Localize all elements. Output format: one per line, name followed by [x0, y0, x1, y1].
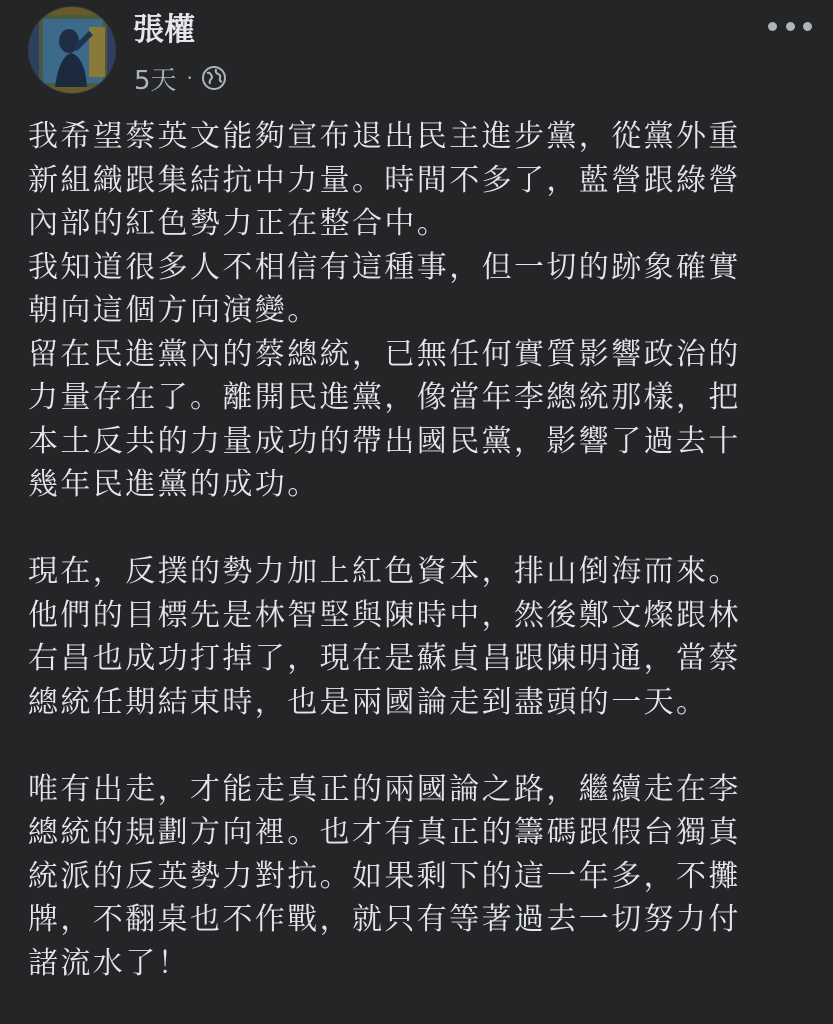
avatar[interactable] [28, 6, 116, 94]
more-options-icon[interactable] [768, 14, 812, 38]
post-body [28, 115, 818, 985]
post-text-line: 右昌也成功打掉了，現在是蘇貞昌跟陳明通，當蔡 [28, 641, 741, 676]
post-text-line: 力量存在了。離開民進黨，像當年李總統那樣，把 [28, 380, 741, 415]
post-text-line: 朝向這個方向演變。 [28, 293, 320, 328]
post-text-line: 新組織跟集結抗中力量。時間不多了，藍營跟綠營 [28, 162, 741, 198]
more-dot [768, 22, 777, 31]
post-text-line: 現在，反撲的勢力加上紅色資本，排山倒海而來。 [28, 554, 741, 589]
post-text-line: 留在民進黨內的蔡總統，已無任何實質影響政治的 [28, 336, 741, 372]
post-text-line: 諸流水了！ [28, 945, 190, 981]
post-text-line: 本土反共的力量成功的帶出國民黨，影響了過去十 [28, 423, 741, 459]
author-name[interactable]: 張權 [133, 12, 195, 48]
avatar-image [29, 7, 116, 94]
globe-icon[interactable] [201, 65, 227, 91]
post-text-line: 唯有出走，才能走真正的兩國論之路，繼續走在李 [28, 771, 741, 807]
post-timestamp[interactable]: 5天 [134, 65, 177, 96]
paragraph-gap [28, 724, 818, 768]
more-dot [803, 22, 812, 31]
post-text-line: 我知道很多人不相信有這種事，但一切的跡象確實 [28, 249, 741, 285]
meta-separator: · [186, 66, 193, 90]
post-header [0, 0, 833, 108]
post-meta [134, 60, 227, 96]
post-text-line: 他們的目標先是林智堅與陳時中，然後鄭文燦跟林 [28, 597, 741, 633]
post-text-line: 統派的反英勢力對抗。如果剩下的這一年多，不攤 [28, 858, 741, 894]
post-text-line: 內部的紅色勢力正在整合中。 [28, 206, 450, 241]
post-text-line: 總統的規劃方向裡。也才有真正的籌碼跟假台獨真 [28, 815, 741, 850]
post-text-line: 我希望蔡英文能夠宣布退出民主進步黨，從黨外重 [28, 119, 741, 154]
post-text-line: 總統任期結束時，也是兩國論走到盡頭的一天。 [28, 684, 709, 720]
post-text-line: 牌，不翻桌也不作戰，就只有等著過去一切努力付 [28, 902, 741, 937]
post-text-line: 幾年民進黨的成功。 [28, 467, 320, 502]
more-dot [786, 22, 795, 31]
paragraph-gap [28, 507, 818, 551]
